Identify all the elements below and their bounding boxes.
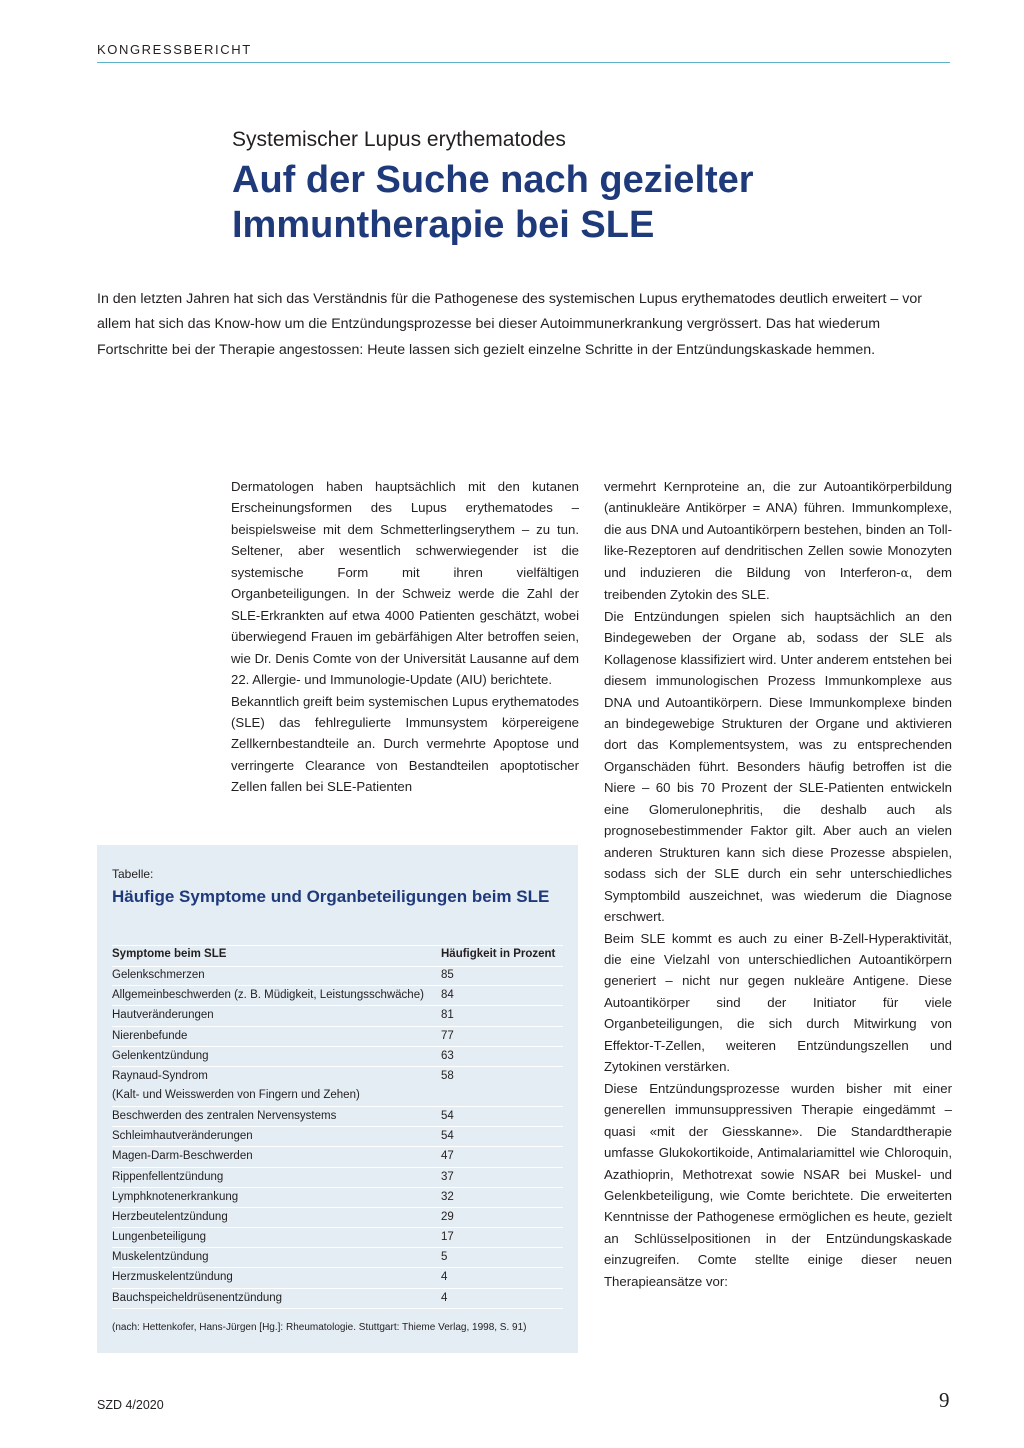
frequency-cell: 54	[441, 1109, 454, 1122]
body-paragraph: Diese Entzündungsprozesse wurden bisher mit einer generellen immunsuppressiven Therapie eingedämmt – quasi «mit der Giesskanne». Die Standardtherapie umfasse Glukokortikoide, Antimalariamittel wie Chloroquin, Azathioprin, Methotrexat sowie NSAR bei Muskel- und Gelenkbeteiligung, wie Comte berichtete. Die erweiterten Kenntnisse der Pathogenese ermöglichen es heute, gezielt an Schlüsselpositionen in der Entzündungskaskade einzugreifen. Comte stellte einige dieser neuen Therapieansätze vor:	[604, 1080, 952, 1289]
symptom-cell: Herzbeutelentzündung	[112, 1210, 228, 1223]
table-row	[112, 1208, 563, 1228]
table-row	[112, 986, 563, 1006]
article-kicker: Systemischer Lupus erythematodes	[232, 128, 566, 151]
table-row	[112, 1006, 563, 1026]
body-column-right	[604, 476, 952, 1292]
body-paragraph: Dermatologen haben hauptsächlich mit den kutanen Erscheinungsformen des Lupus erythematodes – beispielsweise mit dem Schmetterlingserythem – zu tun. Seltener, aber wesentlich schwerwiegender ist die systemische Form mit ihren vielfältigen Organbeteiligungen. In der Schweiz werde die Zahl der SLE-Erkrankten auf etwa 4000 Patienten geschätzt, wobei überwiegend Frauen im gebärfähigen Alter betroffen seien, wie Dr. Denis Comte von der Universität Lausanne auf dem 22. Allergie- und Immunologie-Update (AIU) berichtete.	[231, 479, 579, 688]
table-source: (nach: Hettenkofer, Hans-Jürgen [Hg.]: Rheumatologie. Stuttgart: Thieme Verlag, 1998, S. 91)	[112, 1322, 527, 1333]
frequency-cell: 5	[441, 1251, 448, 1264]
table-row	[112, 966, 563, 986]
symptom-cell: Gelenkentzündung	[112, 1049, 209, 1062]
top-rule	[97, 62, 950, 63]
frequency-cell: 54	[441, 1130, 454, 1143]
table-row	[112, 1268, 563, 1288]
symptom-cell: Muskelentzündung	[112, 1251, 209, 1264]
column-header-symptom: Symptome beim SLE	[112, 948, 227, 960]
frequency-cell: 58	[441, 1069, 454, 1082]
table-row	[112, 1248, 563, 1268]
body-paragraph: Bekanntlich greift beim systemischen Lupus erythematodes (SLE) das fehlregulierte Immunsystem körpereigene Zellkernbestandteile an. Durch vermehrte Apoptose und verringerte Clearance von Bestandteilen apoptotischer Zellen fallen bei SLE-Patienten	[231, 693, 579, 795]
symptom-cell: Raynaud-Syndrom	[112, 1069, 208, 1082]
frequency-cell: 29	[441, 1210, 454, 1223]
table-label: Tabelle:	[112, 867, 154, 881]
frequency-cell: 17	[441, 1231, 454, 1244]
frequency-cell: 4	[441, 1271, 448, 1284]
table-title: Häufige Symptome und Organbeteiligungen beim SLE	[112, 887, 550, 906]
frequency-cell: 4	[441, 1291, 448, 1304]
symptom-cell: Lymphknotenerkrankung	[112, 1190, 239, 1203]
table-row	[112, 1168, 563, 1188]
symptom-cell: Hautveränderungen	[112, 1009, 214, 1022]
table-row	[112, 1127, 563, 1147]
table-row	[112, 1188, 563, 1208]
symptom-cell: Rippenfellentzündung	[112, 1170, 224, 1183]
body-column-left	[231, 476, 579, 798]
frequency-cell: 81	[441, 1009, 454, 1022]
body-paragraph: Beim SLE kommt es auch zu einer B-Zell-Hyperaktivität, die eine Vielzahl von unterschiedlichen Autoantikörpern generiert – nicht nur gegen nukleäre Antigene. Diese Autoantikörper sind der Initiator für viele Organbeteiligungen, die sich durch Mitwirkung von Effektor-T-Zellen, weiteren Entzündungszellen und Zytokinen verstärken.	[604, 930, 952, 1075]
column-header-frequency: Häufigkeit in Prozent	[441, 948, 556, 960]
frequency-cell: 47	[441, 1150, 454, 1163]
symptom-cell: Schleimhautveränderungen	[112, 1130, 253, 1143]
frequency-cell: 84	[441, 989, 454, 1002]
symptom-cell: Allgemeinbeschwerden (z. B. Müdigkeit, Leistungsschwäche)	[112, 989, 424, 1002]
body-text: vermehrt Kernproteine an, die zur Autoantikörperbildung (antinukleäre Antikörper = ANA) führen. Immunkomplexe, die aus DNA und Autoantikörpern bestehen, binden an Toll-like-Rezeptoren auf dendritischen Zellen sowie Monozyten und induzieren die Bildung von Interferon-	[604, 479, 952, 580]
alpha-symbol: α	[900, 565, 909, 580]
page-number: 9	[939, 1388, 950, 1412]
table-row	[112, 1047, 563, 1067]
section-label: KONGRESSBERICHT	[97, 42, 252, 57]
symptom-cell: Herzmuskelentzündung	[112, 1271, 233, 1284]
symptom-cell: Bauchspeicheldrüsenentzündung	[112, 1291, 283, 1304]
body-paragraph: Die Entzündungen spielen sich hauptsächlich an den Bindegeweben der Organe ab, sodass der SLE als Kollagenose klassifiziert wird. Unter anderem entstehen bei diesem immunologischen Prozess Immunkomplexe aus DNA und Autoantikörpern. Diese Immunkomplexe binden an bindegewebige Strukturen der Organe und aktivieren dort das Komplementsystem, was zu entsprechenden Organschäden führt. Besonders häufig betroffen ist die Niere – 60 bis 70 Prozent der SLE-Patienten entwickeln eine Glomerulonephritis, die deshalb auch als prognosebestimmender Faktor gilt. Aber auch an vielen anderen Strukturen kann sich diese Prozesse abspielen, sodass sich der SLE durch ein sehr unterschiedliches Symptombild auszeichnet, was wiederum die Diagnose erschwert.	[604, 608, 952, 925]
table-header	[112, 945, 563, 967]
symptom-cell: Gelenkschmerzen	[112, 969, 205, 981]
symptom-cell: Magen-Darm-Beschwerden	[112, 1150, 253, 1163]
table-row	[112, 1027, 563, 1047]
frequency-cell: 85	[441, 969, 454, 981]
frequency-cell: 77	[441, 1029, 454, 1042]
symptom-cell: Beschwerden des zentralen Nervensystems	[112, 1109, 337, 1122]
table-row	[112, 1107, 563, 1127]
symptom-cell: Lungenbeteiligung	[112, 1231, 207, 1244]
symptom-note: (Kalt- und Weisswerden von Fingern und Zehen)	[112, 1088, 360, 1101]
body-text: , dem treibenden Zytokin des SLE.	[604, 564, 952, 603]
frequency-cell: 63	[441, 1049, 454, 1062]
symptom-table-box	[97, 845, 578, 1353]
table-body	[112, 966, 563, 1309]
frequency-cell: 32	[441, 1190, 454, 1203]
table-row	[112, 1147, 563, 1167]
article-lead: In den letzten Jahren hat sich das Verständnis für die Pathogenese des systemischen Lupus erythematodes deutlich erweitert – vor allem hat sich das Know-how um die Entzündungsprozesse bei dieser Autoimmunerkrankung vergrössert. Das hat wiederum Fortschritte bei der Therapie angestossen: Heute lassen sich gezielt einzelne Schritte in der Entzündungskaskade hemmen.	[97, 291, 922, 358]
frequency-cell: 37	[441, 1170, 454, 1183]
body-paragraph	[604, 476, 952, 606]
table-row	[112, 1289, 563, 1309]
table-row	[112, 1228, 563, 1248]
article-headline: Auf der Suche nach gezielter Immuntherapie bei SLE	[232, 159, 754, 246]
symptom-cell: Nierenbefunde	[112, 1029, 188, 1042]
table-row	[112, 1067, 563, 1107]
footer-issue: SZD 4/2020	[97, 1398, 164, 1412]
